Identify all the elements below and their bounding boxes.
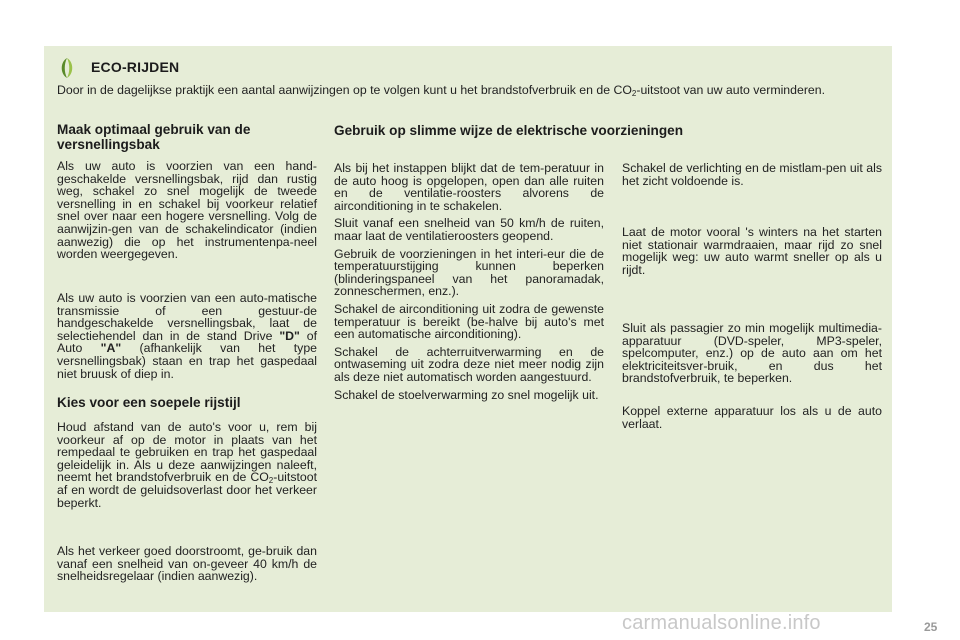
watermark-text: carmanualsonline.info <box>622 612 821 634</box>
tip-paragraph: Schakel de achterruitverwarming en de ontwaseming uit zodra deze niet meer nodig zijn als deze niet automatisch worden aangestuurd. <box>334 344 604 384</box>
section-title: ECO-RIJDEN <box>91 59 180 75</box>
tip-paragraph: Schakel de airconditioning uit zodra de gewenste temperatuur is bereikt (be-halve bij auto's met een automatische airconditioning). <box>334 301 604 342</box>
page-number: 25 <box>924 620 938 634</box>
tip-paragraph: Gebruik de voorzieningen in het interi-eur die de temperatuurstijging kunnen beperken (blinderingspaneel van het panoramadak, zonneschermen, enz.). <box>334 246 604 299</box>
heading-electrical: Gebruik op slimme wijze de elektrische voorzieningen <box>334 123 684 138</box>
tip-multimedia: Sluit als passagier zo min mogelijk multimedia-apparatuur (DVD-speler, MP3-speler, spelcomputer, enz.) op de auto aan om het elektriciteitsver-bruik, en dus het brandstofverbruik, te beperken. <box>622 321 882 386</box>
paragraph-cruise-control: Als het verkeer goed doorstroomt, ge-bruik dan vanaf een snelheid van on-geveer 40 km/h de snelheidsregelaar (indien aanwezig). <box>57 544 317 584</box>
electrical-tips-column-1 <box>334 162 604 406</box>
tip-paragraph: Als bij het instappen blijkt dat de tem-peratuur in de auto hoog is opgelopen, open dan alle ruiten en de ventilatie-roosters alvorens de airconditioning in te schakelen. <box>334 161 604 213</box>
tip-engine-warmup: Laat de motor vooral 's winters na het starten niet stationair warmdraaien, maar rijd zo snel mogelijk weg: uw auto warmt sneller op als u rijdt. <box>622 225 882 277</box>
eco-leaf-icon <box>56 57 78 79</box>
paragraph-manual-gearbox: Als uw auto is voorzien van een hand-geschakelde versnellingsbak, rijd dan rustig weg, schakel zo snel mogelijk de tweede versnelling in en schakel bij voorkeur relatief snel over naar een hogere versnelling. Volg de aanwijzin-gen van de schakelindicator (indien aanwezig) die op het instrumentenpa-neel worden weergegeven. <box>57 159 317 262</box>
tip-external-devices: Koppel externe apparatuur los als u de auto verlaat. <box>622 404 882 431</box>
paragraph-automatic-gearbox: Als uw auto is voorzien van een auto-matische transmissie of een gestuur-de handgeschakelde versnellingsbak, laat de selectiehendel dan in de stand Drive "D" of Auto "A" (afhankelijk van het type versnellingsbak) staan en trap het gaspedaal niet bruusk of diep in. <box>57 291 317 381</box>
tip-paragraph: Schakel de stoelverwarming zo snel mogelijk uit. <box>334 387 599 402</box>
intro-text: Door in de dagelijkse praktijk een aantal aanwijzingen op te volgen kunt u het brandstofverbruik en de $CO_2$-uitstoot van uw auto verminderen. <box>57 83 826 98</box>
tip-lighting: Schakel de verlichting en de mistlam-pen uit als het zicht voldoende is. <box>622 161 882 188</box>
heading-gearbox: Maak optimaal gebruik van de versnellingsbak <box>57 122 251 152</box>
tip-paragraph: Sluit vanaf een snelheid van 50 km/h de ruiten, maar laat de ventilatieroosters geopend. <box>334 216 604 243</box>
paragraph-distance: Houd afstand van de auto's voor u, rem bij voorkeur af op de motor in plaats van het rempedaal te gebruiken en trap het gaspedaal geleidelijk in. Als u deze aanwijzingen naleeft, neemt het brandstofverbruik en de $CO_2$-uitstoot af en wordt de geluidsoverlast door het verkeer beperkt. <box>57 420 317 510</box>
heading-driving-style: Kies voor een soepele rijstijl <box>57 395 241 410</box>
